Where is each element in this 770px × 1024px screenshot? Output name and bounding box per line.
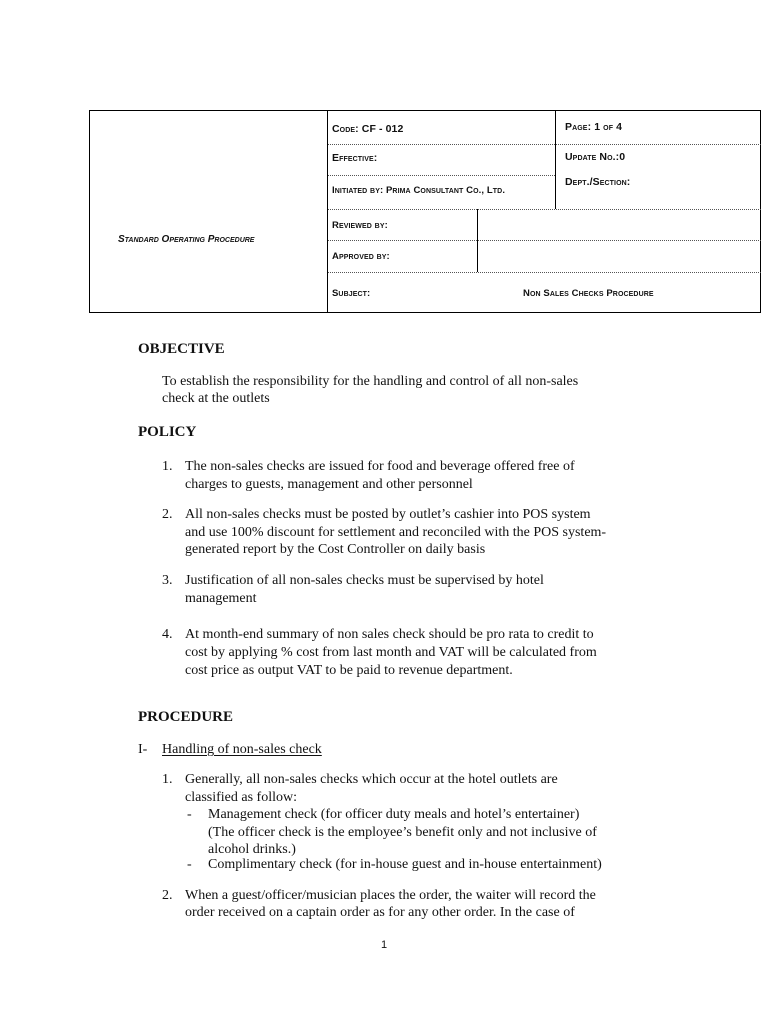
objective-text-line: To establish the responsibility for the handling and control of all non-sales [162, 374, 579, 389]
sop-header-table [89, 110, 761, 313]
divider [328, 144, 761, 145]
code-field [332, 123, 403, 135]
update-value: 0 [619, 151, 626, 163]
policy-item-number: 2. [162, 507, 173, 522]
initiated-label: Initiated by: [332, 185, 384, 196]
approved-label: Approved by: [332, 251, 390, 262]
dash-bullet: - [187, 807, 192, 822]
policy-item-line: All non-sales checks must be posted by outlet’s cashier into POS system [185, 507, 591, 522]
sop-title: Standard Operating Procedure [118, 234, 255, 245]
update-field [565, 151, 625, 163]
policy-item-line: generated report by the Cost Controller on daily basis [185, 542, 486, 557]
objective-heading: OBJECTIVE [138, 341, 225, 357]
reviewed-label: Reviewed by: [332, 220, 388, 231]
policy-item-line: Justification of all non-sales checks must be supervised by hotel [185, 573, 544, 588]
effective-label: Effective: [332, 152, 378, 164]
procedure-item-line: classified as follow: [185, 790, 297, 805]
page-number: 1 [381, 939, 388, 951]
policy-item-line: charges to guests, management and other personnel [185, 477, 473, 492]
policy-item-number: 3. [162, 573, 173, 588]
procedure-heading: PROCEDURE [138, 709, 234, 725]
policy-item-number: 4. [162, 627, 173, 642]
bullet-line: Management check (for officer duty meals and hotel’s entertainer) [208, 807, 580, 822]
divider [327, 111, 328, 313]
policy-item-line: The non-sales checks are issued for food and beverage offered free of [185, 459, 575, 474]
divider [328, 272, 761, 273]
divider [555, 111, 556, 209]
subject-label: Subject: [332, 288, 371, 299]
policy-item-line: At month-end summary of non sales check should be pro rata to credit to [185, 627, 594, 642]
section-title [162, 741, 322, 759]
objective-text-line: check at the outlets [162, 391, 270, 406]
code-value: CF - 012 [361, 123, 404, 135]
page-label: Page: [565, 121, 592, 133]
dash-bullet: - [187, 857, 192, 872]
divider [328, 209, 761, 210]
bullet-line: alcohol drinks.) [208, 842, 296, 857]
initiated-value: Prima Consultant Co., Ltd. [385, 185, 506, 196]
section-title-text: Handling of non-sales check [162, 742, 322, 757]
page-field [565, 121, 622, 133]
policy-item-line: cost price as output VAT to be paid to revenue department. [185, 663, 513, 678]
procedure-item-line: order received on a captain order as for any other order. In the case of [185, 905, 575, 920]
dept-section-label: Dept./Section: [565, 176, 631, 188]
divider [328, 175, 555, 176]
subject-value: Non Sales Checks Procedure [523, 288, 654, 299]
section-number: I- [138, 742, 148, 757]
initiated-field [332, 185, 505, 196]
code-label: Code: [332, 123, 359, 135]
procedure-item-number: 2. [162, 888, 173, 903]
page-value: 1 of 4 [594, 121, 623, 133]
procedure-item-line: When a guest/officer/musician places the order, the waiter will record the [185, 888, 596, 903]
policy-item-line: and use 100% discount for settlement and reconciled with the POS system- [185, 525, 607, 540]
procedure-item-line: Generally, all non-sales checks which occur at the hotel outlets are [185, 772, 558, 787]
policy-item-line: management [185, 591, 257, 606]
policy-item-line: cost by applying % cost from last month and VAT will be calculated from [185, 645, 597, 660]
update-label: Update No.: [565, 151, 620, 163]
bullet-line: Complimentary check (for in-house guest and in-house entertainment) [208, 857, 602, 872]
policy-item-number: 1. [162, 459, 173, 474]
policy-heading: POLICY [138, 424, 197, 440]
divider [328, 240, 761, 241]
bullet-line: (The officer check is the employee’s benefit only and not inclusive of [208, 825, 597, 840]
procedure-item-number: 1. [162, 772, 173, 787]
